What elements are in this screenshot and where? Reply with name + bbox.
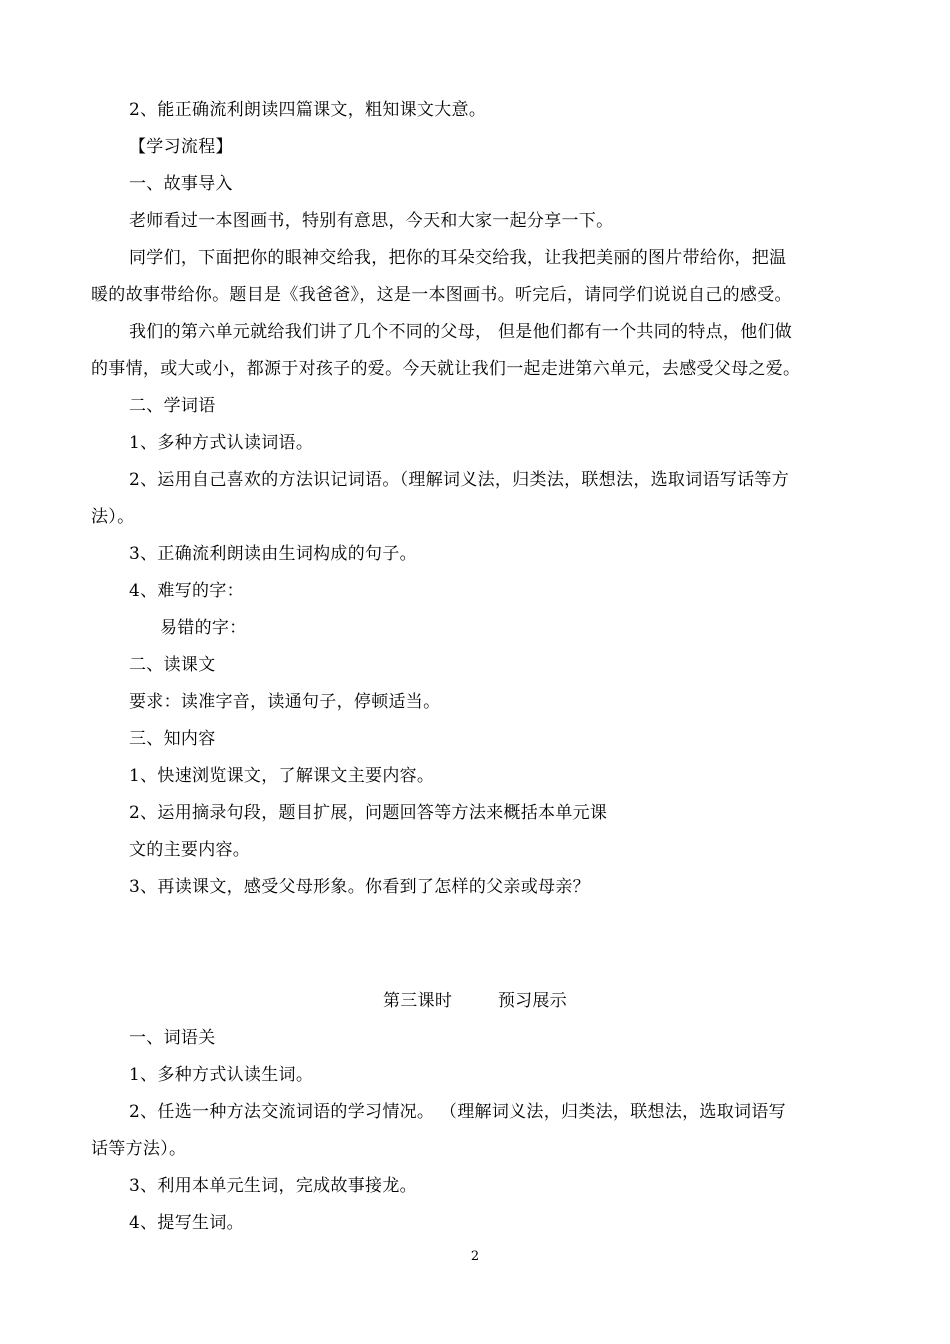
list-item-sub: 易错的字： [160,618,247,638]
paragraph-line: 同学们，下面把你的眼神交给我，把你的耳朵交给我，让我把美丽的图片带给你，把温 [129,248,787,268]
paragraph-line: 我们的第六单元就给我们讲了几个不同的父母， 但是他们都有一个共同的特点，他们做 [129,322,793,342]
heading-read-text: 二、读课文 [129,655,216,675]
list-item: 2、运用摘录句段，题目扩展，问题回答等方法来概括本单元课 [129,803,608,823]
list-item: 3、利用本单元生词，完成故事接龙。 [129,1176,417,1196]
list-item: 1、快速浏览课文，了解课文主要内容。 [129,766,435,786]
heading-know-content: 三、知内容 [129,729,216,749]
list-item: 3、正确流利朗读由生词构成的句子。 [129,544,417,564]
lesson-title: 第三课时 预习展示 [382,991,568,1011]
list-item: 4、难写的字： [129,581,244,601]
heading-learn-words: 二、学词语 [129,396,216,416]
list-item: 2、运用自己喜欢的方法识记词语。（理解词义法，归类法，联想法，选取词语写话等方 [129,470,790,490]
heading-story-intro: 一、故事导入 [129,174,233,194]
list-item-continuation: 文的主要内容。 [129,840,251,860]
section-heading-learning-process: 【学习流程】 [129,137,233,157]
list-item: 1、多种方式认读词语。 [129,433,314,453]
paragraph-line: 暖的故事带给你。题目是《我爸爸》，这是一本图画书。听完后，请同学们说说自己的感受。 [91,285,792,305]
paragraph-line: 的事情，或大或小，都源于对孩子的爱。今天就让我们一起走进第六单元，去感受父母之爱。 [91,359,801,379]
list-item-continuation: 法）。 [91,507,135,527]
list-item: 4、提写生词。 [129,1213,244,1233]
paragraph-line: 老师看过一本图画书，特别有意思，今天和大家一起分享一下。 [129,211,614,231]
list-item-continuation: 话等方法）。 [91,1139,187,1159]
objective-item-2: 2、能正确流利朗读四篇课文，粗知课文大意。 [129,100,487,120]
paragraph-line: 要求：读准字音，读通句子，停顿适当。 [129,692,441,712]
list-item: 2、任选一种方法交流词语的学习情况。 （理解词义法，归类法，联想法，选取词语写 [129,1102,786,1122]
list-item: 1、多种方式认读生词。 [129,1065,314,1085]
page-number: 2 [470,1249,480,1264]
heading-word-check: 一、词语关 [129,1028,216,1048]
list-item: 3、再读课文，感受父母形象。你看到了怎样的父亲或母亲？ [129,877,590,897]
